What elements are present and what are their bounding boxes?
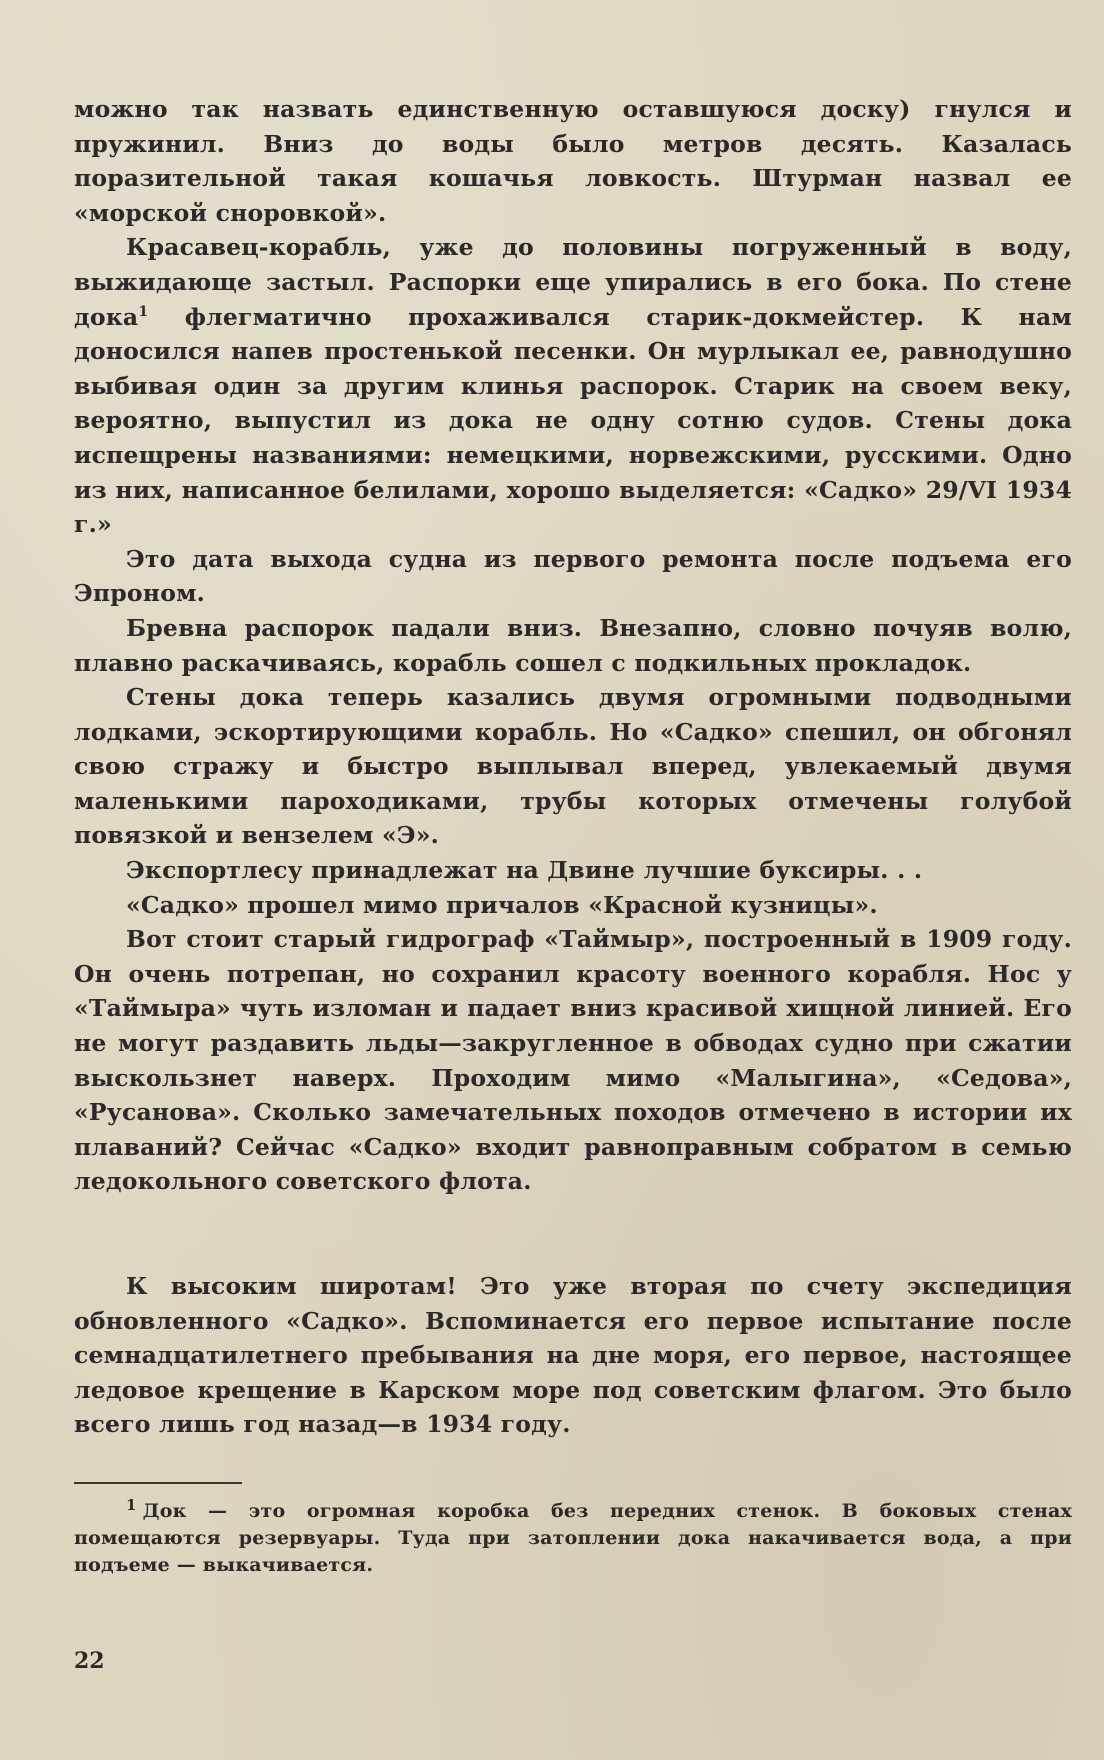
section-gap	[74, 1199, 1072, 1269]
paragraph-8: Вот стоит старый гидрограф «Таймыр», построенный в 1909 году. Он очень потрепан, но сохранил красоту военного корабля. Нос у «Таймыра» чуть изломан и падает вниз красивой хищной линией. Его не могут раздавить льды—закругленное в обводах судно при сжатии выскользнет наверх. Проходим мимо «Малыгина», «Седова», «Русанова». Сколько замечательных походов отмечено в истории их плаваний? Сейчас «Садко» входит равноправным собратом в семью ледокольного советского флота.	[74, 925, 1072, 1196]
paragraph-3: Это дата выхода судна из первого ремонта после подъема его Эпроном.	[74, 544, 1072, 608]
paragraph-2	[74, 230, 1072, 541]
footnote-rule	[74, 1482, 242, 1484]
footnote-text: Док — это огромная коробка без передних стенок. В боковых стенах помещаются резервуары. Туда при затоплении дока накачивается вода, а при подъеме — выкачивается.	[74, 1499, 1072, 1576]
paragraph-5: Стены дока теперь казались двумя огромными подводными лодками, эскортирующими корабль. Но «Садко» спешил, он обгонял свою стражу и быстро выплывал вперед, увлекаемый двумя маленькими пароходиками, трубы которых отмечены голубой повязкой и вензелем «Э».	[74, 683, 1072, 850]
page-number: 22	[74, 1648, 105, 1674]
footnote-reference: 1	[138, 303, 149, 320]
paragraph-2-part-b: флегматично прохаживался старик-докмейстер. К нам доносился напев простенькой песенки. Он мурлыкал ее, равнодушно выбивая один за другим клинья распорок. Старик на своем веку, вероятно, выпустил из дока не одну сотню судов. Стены дока испещрены названиями: немецкими, норвежскими, русскими. Одно из них, написанное белилами, хорошо выделяется: «Садко» 29/VI 1934 г.»	[74, 302, 1072, 539]
paragraph-4: Бревна распорок падали вниз. Внезапно, словно почуяв волю, плавно раскачиваясь, корабль сошел с подкильных прокладок.	[74, 613, 1072, 677]
paragraph-2-part-a: Красавец-корабль, уже до половины погруженный в воду, выжидающе застыл. Распорки еще упирались в его бока. По стене дока	[74, 233, 1072, 331]
paragraph-9: К высоким широтам! Это уже вторая по счету экспедиция обновленного «Садко». Вспоминается его первое испытание после семнадцатилетнего пребывания на дне моря, его первое, настоящее ледовое крещение в Карском море под советским флагом. Это было всего лишь год назад—в 1934 году.	[74, 1272, 1072, 1439]
paragraph-7: «Садко» прошел мимо причалов «Красной кузницы».	[126, 890, 878, 919]
paragraph-6: Экспортлесу принадлежат на Двине лучшие буксиры. . .	[126, 856, 923, 885]
footnote-marker: 1	[126, 1495, 137, 1514]
footnote	[74, 1495, 1072, 1579]
paragraph-1: можно так назвать единственную оставшуюся доску) гнулся и пружинил. Вниз до воды было метров десять. Казалась поразительной такая кошачья ловкость. Штурман назвал ее «морской сноровкой».	[74, 95, 1072, 227]
page-body	[74, 92, 1072, 1579]
